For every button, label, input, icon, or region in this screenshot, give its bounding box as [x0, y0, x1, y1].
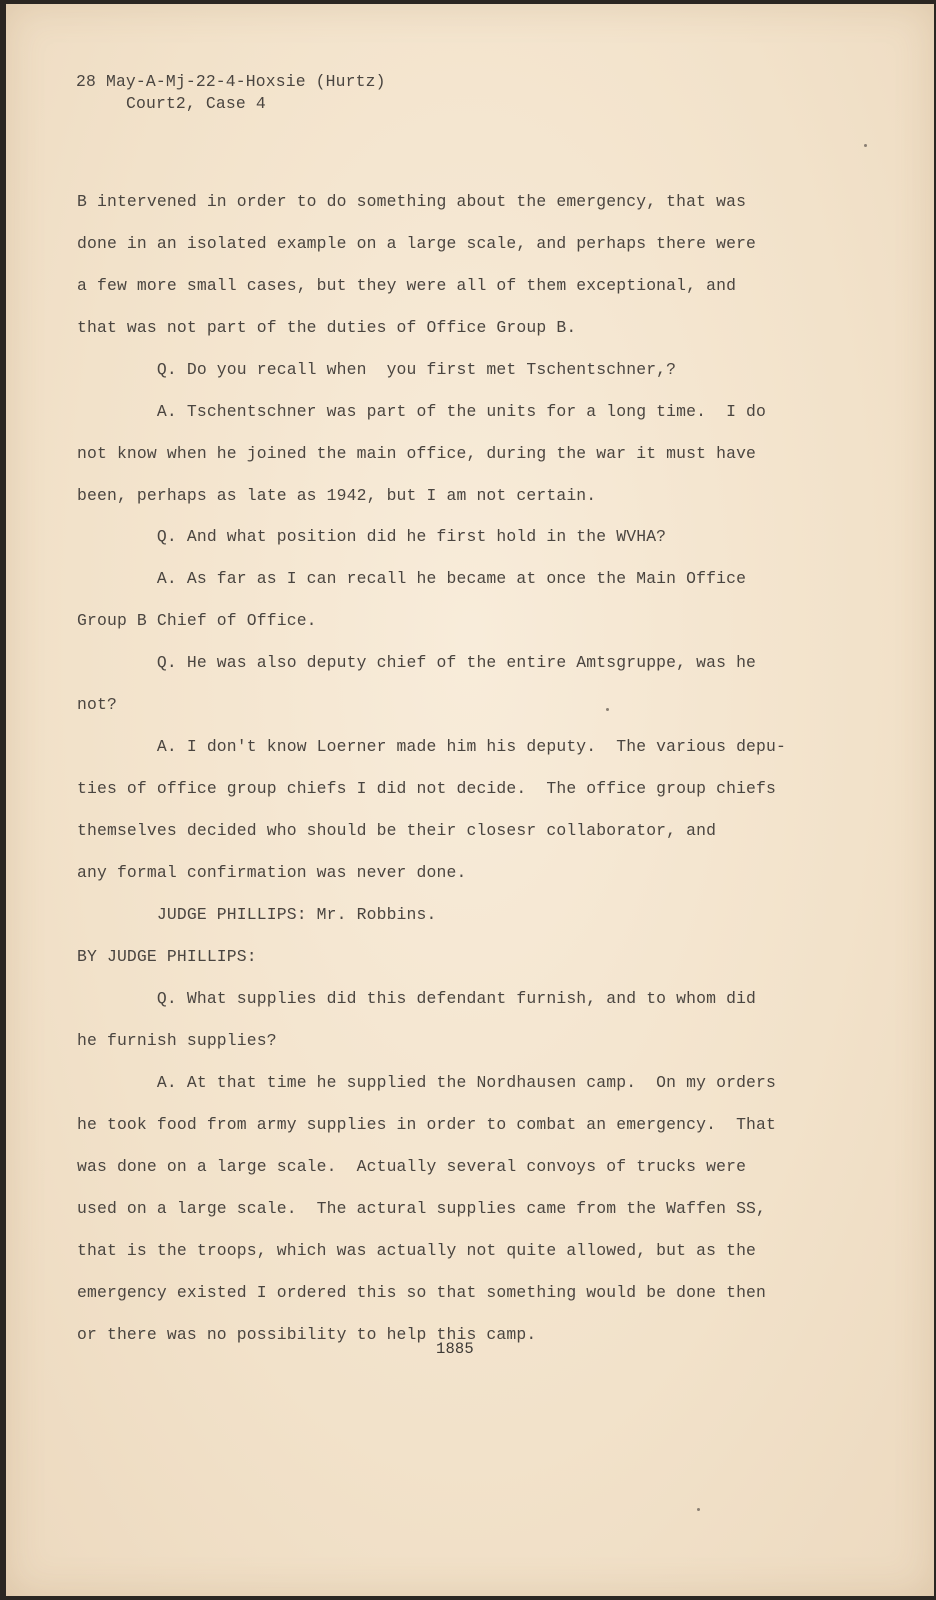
- text-line: any formal confirmation was never done.: [77, 863, 467, 882]
- text-line: themselves decided who should be their closesr collaborator, and: [77, 821, 717, 840]
- text-line: emergency existed I ordered this so that something would be done then: [77, 1283, 767, 1302]
- text-line: a few more small cases, but they were all of them exceptional, and: [77, 276, 737, 295]
- text-line: that was not part of the duties of Office Group B.: [77, 318, 577, 337]
- header-court-case: Court2, Case 4: [126, 94, 266, 113]
- text-line: was done on a large scale. Actually several convoys of trucks were: [77, 1157, 747, 1176]
- paper-speck: [864, 144, 867, 147]
- text-line: A. Tschentschner was part of the units for a long time. I do: [77, 402, 767, 421]
- paper-speck: [606, 708, 609, 711]
- text-line: BY JUDGE PHILLIPS:: [77, 947, 257, 966]
- text-line: he furnish supplies?: [77, 1031, 277, 1050]
- text-line: or there was no possibility to help this camp.: [77, 1325, 537, 1344]
- text-line: done in an isolated example on a large scale, and perhaps there were: [77, 234, 757, 253]
- text-line: A. I don't know Loerner made him his deputy. The various depu-: [77, 737, 787, 756]
- text-line: been, perhaps as late as 1942, but I am not certain.: [77, 486, 597, 505]
- text-line: Q. What supplies did this defendant furnish, and to whom did: [77, 989, 757, 1008]
- header-reference: 28 May-A-Mj-22-4-Hoxsie (Hurtz): [76, 72, 386, 91]
- text-line: A. At that time he supplied the Nordhausen camp. On my orders: [77, 1073, 777, 1092]
- text-line: he took food from army supplies in order to combat an emergency. That: [77, 1115, 777, 1134]
- text-line: B intervened in order to do something about the emergency, that was: [77, 192, 747, 211]
- text-line: JUDGE PHILLIPS: Mr. Robbins.: [77, 905, 437, 924]
- text-line: used on a large scale. The actural supplies came from the Waffen SS,: [77, 1199, 767, 1218]
- document-page: [6, 4, 934, 1596]
- text-line: Group B Chief of Office.: [77, 611, 317, 630]
- text-line: Q. Do you recall when you first met Tschentschner,?: [77, 360, 677, 379]
- page-number: 1885: [436, 1340, 474, 1358]
- text-line: Q. And what position did he first hold in the WVHA?: [77, 527, 667, 546]
- text-line: ties of office group chiefs I did not decide. The office group chiefs: [77, 779, 777, 798]
- text-line: not?: [77, 695, 117, 714]
- text-line: not know when he joined the main office, during the war it must have: [77, 444, 757, 463]
- text-line: that is the troops, which was actually not quite allowed, but as the: [77, 1241, 757, 1260]
- text-line: Q. He was also deputy chief of the entire Amtsgruppe, was he: [77, 653, 757, 672]
- paper-speck: [697, 1508, 700, 1511]
- text-line: A. As far as I can recall he became at once the Main Office: [77, 569, 747, 588]
